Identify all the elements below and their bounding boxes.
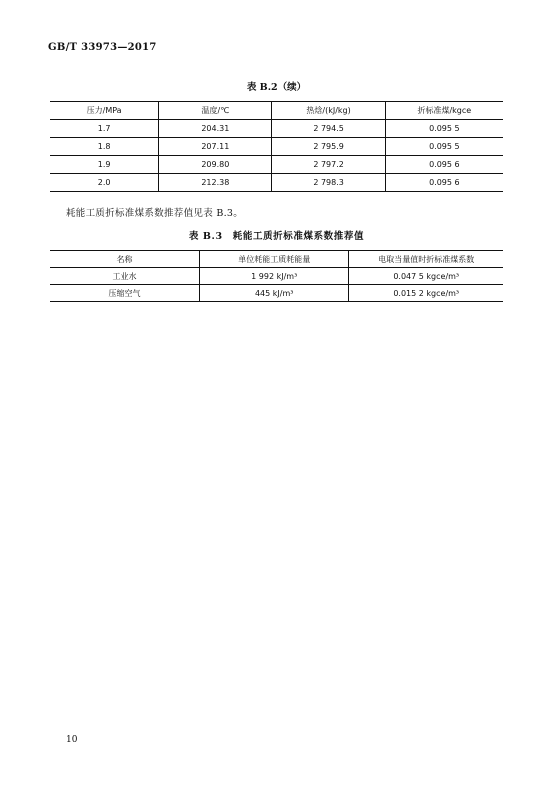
table-row — [50, 156, 503, 174]
table-row — [50, 138, 503, 156]
column-header: 单位耗能工质耗能量 — [199, 251, 348, 268]
table-cell: 212.38 — [159, 174, 272, 192]
table-cell: 0.047 5 kgce/m³ — [349, 268, 503, 285]
body-paragraph: 耗能工质折标准煤系数推荐值见表 B.3。 — [66, 208, 244, 219]
table-header-row — [50, 251, 503, 268]
table-cell: 2 794.5 — [272, 120, 385, 138]
table-b3 — [50, 250, 503, 302]
table-b3-caption: 表 B.3 耗能工质折标准煤系数推荐值 — [188, 231, 365, 242]
table-cell: 2 795.9 — [272, 138, 385, 156]
table-b2-caption: 表 B.2（续） — [246, 82, 307, 93]
column-header: 温度/℃ — [159, 102, 272, 120]
table-row — [50, 268, 503, 285]
table-cell: 1.7 — [50, 120, 159, 138]
column-header: 压力/MPa — [50, 102, 159, 120]
table-cell: 445 kJ/m³ — [199, 285, 348, 302]
table-cell: 204.31 — [159, 120, 272, 138]
table-cell: 1.9 — [50, 156, 159, 174]
table-row — [50, 120, 503, 138]
table-cell: 2 797.2 — [272, 156, 385, 174]
table-cell: 0.095 5 — [385, 120, 503, 138]
column-header: 名称 — [50, 251, 199, 268]
page-number: 10 — [66, 735, 78, 745]
table-row — [50, 174, 503, 192]
table-cell: 0.015 2 kgce/m³ — [349, 285, 503, 302]
table-cell: 0.095 6 — [385, 174, 503, 192]
table-cell: 2.0 — [50, 174, 159, 192]
column-header: 电取当量值时折标准煤系数 — [349, 251, 503, 268]
table-cell: 0.095 6 — [385, 156, 503, 174]
standard-code: GB/T 33973—2017 — [48, 42, 157, 53]
table-cell: 1 992 kJ/m³ — [199, 268, 348, 285]
table-cell: 2 798.3 — [272, 174, 385, 192]
column-header: 热焓/(kJ/kg) — [272, 102, 385, 120]
table-cell: 207.11 — [159, 138, 272, 156]
table-cell: 工业水 — [50, 268, 199, 285]
table-cell: 0.095 5 — [385, 138, 503, 156]
table-b2 — [50, 101, 503, 192]
table-cell: 1.8 — [50, 138, 159, 156]
table-header-row — [50, 102, 503, 120]
table-row — [50, 285, 503, 302]
table-cell: 209.80 — [159, 156, 272, 174]
table-cell: 压缩空气 — [50, 285, 199, 302]
column-header: 折标准煤/kgce — [385, 102, 503, 120]
